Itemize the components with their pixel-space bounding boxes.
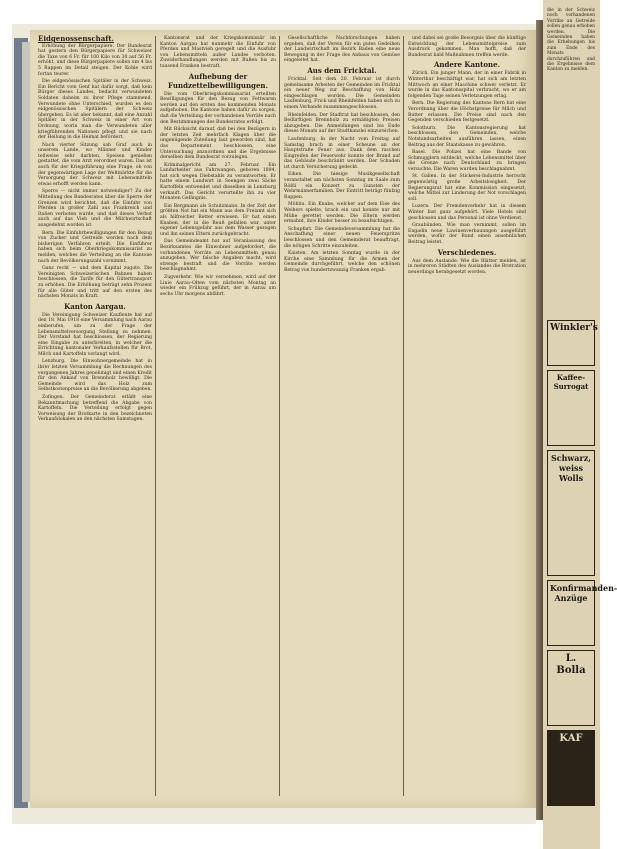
paragraph: Erhöhung der Bürgerpapiere. Der Bundesrat hat gestern den Bürgerpapiere für Schweizer die Taxe von 6 Fr. für 100 Kilo von 30 auf 56 Fr. erhöht, und diese Bürgerpapiere sollen um 4 bis 5 Rappen im Detail steigen. Der Kohle wird fortan teurer. xyxy=(38,43,152,77)
paragraph: Gesellschaftliche Nachforschungen haben ergeben, daß der Verein für ein gutes Gedeihen der Landwirtschaft im Bezirk Baden eine neue Bewegung in der Frage des Anbaus von Gemüse eingeleitet hat. xyxy=(284,36,400,64)
heading-fricktal: Aus dem Fricktal. xyxy=(307,65,377,75)
paragraph: Ein Bergmann als Schutzmann. In der Zeit der größten Not hat ein Mann aus dem Freiamt sich als hilfreicher Retter erwiesen. Er hat einen Knaben, der in die Reuß gefallen war, unter eigener Lebensgefahr aus dem Wasser gezogen und ihn seinen Eltern zurückgebracht. xyxy=(160,203,276,237)
heading-eidgenossenschaft: Eidgenossenschaft. xyxy=(38,34,114,43)
paragraph: Rheinfelden. Der Stadtrat hat beschlossen, den Bedürftigen Brennholz zu ermäßigten Preisen abzugeben. Die Anmeldungen sind bis Ende dieses Monats auf der Stadtkanzlei einzureichen. xyxy=(284,112,400,135)
column-rule xyxy=(155,36,156,796)
paragraph: Lenzburg. Die Einwohnergemeinde hat in ihrer letzten Versammlung die Rechnungen des vergangenen Jahres genehmigt und einen Kredit für den Ankauf von Brennholz bewilligt. Die Gemeinde wird das Holz zum Selbstkostenpreise an die Bevölkerung abgeben. xyxy=(38,359,152,393)
paragraph: Kaisten. Am letzten Sonntag wurde in der Kirche eine Sammlung für die Armen der Gemeinde durchgeführt, welche den schönen Betrag von hundertzwanzig Franken ergab. xyxy=(284,251,400,273)
paragraph: Die Vereinigung Schweizer Kaufleute hat auf den 18. Mai 1918 eine Versammlung nach Aarau einberufen, um zu der Frage der Lebensmittelversorgung Stellung zu nehmen. Der Vorstand hat beschlossen, der Regierung eine Eingabe zu unterbreiten, in welcher die Errichtung kantonaler Verkaufsstellen für Brot, Milch und Kartoffeln verlangt wird. xyxy=(38,312,152,357)
paragraph: Sperre — nicht immer notwendiger? Zu der Mitteilung des Bundesrates über die Sperre der Grenzen wird berichtet, daß die Einfuhr von Pferden in großer Zahl aus Frankreich und Italien verboten wurde, und daß dieses Verbot auch auf das Vieh und die Milchwirtschaft ausgedehnt worden ist. xyxy=(38,189,152,228)
advertisement: Schwarz, weiss Wolls xyxy=(547,450,595,576)
paragraph: Zofingen. Der Gemeinderat erläßt eine Bekanntmachung betreffend die Abgabe von Kartoffeln. Die Verteilung erfolgt gegen Vorweisung der Brotkarte in den bezeichneten Verkaufslokalen an den nächsten Samstagen. xyxy=(38,395,152,423)
paragraph: Möhlin. Ein Knabe, welcher auf dem Eise des Weihers spielte, brach ein und konnte nur mit Mühe gerettet werden. Die Eltern werden ermahnt, ihre Kinder besser zu beaufsichtigen. xyxy=(284,202,400,225)
paragraph: Bern. Die Regierung des Kantons Bern hat eine Verordnung über die Höchstpreise für Milch und Butter erlassen. Die Preise sind nach den Gegenden verschieden festgesetzt. xyxy=(408,101,526,124)
advertisement: L. Bolla xyxy=(547,650,595,726)
paragraph: Nach vierter Sitzung sah Graf auch in unserem Lande, wo Männer und Kinder teilweise sehr darbten, Speisen genießen gestattet, die vom Arzt verordnet waren. Das ist auch für der Kriegsführung eine Frage, ob von der gegenwärtigen Lage der Weltmärkte für die Versorgung der Schweiz mit Lebensmitteln etwas erhofft werden kann. xyxy=(38,142,152,187)
paragraph: Schupfart. Die Gemeindeversammlung hat die Anschaffung einer neuen Feuerspritze beschlossen und den Gemeinderat beauftragt, die nötigen Schritte einzuleiten. xyxy=(284,226,400,249)
paragraph: Basel. Die Polizei hat eine Bande von Schmugglern entdeckt, welche Lebensmittel über die Grenze nach Deutschland zu bringen versuchte. Die Waren wurden beschlagnahmt. xyxy=(408,150,526,172)
page-edges xyxy=(22,42,30,802)
paragraph: St. Gallen. In der Stickerei-Industrie herrscht gegenwärtig große Arbeitslosigkeit. Der Regierungsrat hat eine Kommission eingesetzt, welche Mittel zur Linderung der Not vorschlagen soll. xyxy=(408,174,526,202)
column-2 xyxy=(160,36,276,796)
paragraph: Kantonsrat und der Kriegskommissär im Kanton Aargau hat nunmehr die Einfuhr von Pferden und Mastvieh geregelt und die Ausfuhr von Lebensmitteln außer Landes verboten. Zuwiderhandlungen werden mit Bußen bis zu tausend Franken bestraft. xyxy=(160,36,276,69)
paragraph: Graubünden. Wie man vernimmt, sollen im Engadin neue Lawinenverbauungen ausgeführt werden, wofür der Bund einen ansehnlichen Beitrag leistet. xyxy=(408,223,526,245)
paragraph: Zugverkehr. Wie wir vernehmen, wird auf der Linie Aarau–Olten vom nächsten Montag an wieder ein Frühzug geführt, der in Aarau um sechs Uhr morgens abfährt. xyxy=(160,274,276,297)
column-rule xyxy=(279,36,280,796)
paragraph: Ganz recht — und dem Kapital zugute. Die Vereinigten Schweizerischen Bahnen haben beschlossen, die Tarife für den Gütertransport zu erhöhen. Die Erhöhung beträgt zehn Prozent für alle Güter und tritt auf den ersten des nächsten Monats in Kraft. xyxy=(38,266,152,300)
paragraph: Aus dem Auslande. Wie die Blätter melden, ist in mehreren Städten des Auslandes die Brotration neuerdings herabgesetzt worden. xyxy=(408,258,526,275)
paragraph: Eiken. Die hiesige Musikgesellschaft veranstaltet am nächsten Sonntag im Saale zum Rößli ein Konzert zu Gunsten der Wehrmännerfamilien. Der Eintritt beträgt fünfzig Rappen. xyxy=(284,172,400,200)
column-rule xyxy=(403,36,404,796)
paragraph: Fricktal. Seit dem 20. Februar ist durch gemeinsame Arbeiten der Gemeinden im Fricktal ein neuer Weg zur Beschaffung von Holz eingeschlagen worden. Die Gemeinden Laufenburg, Frick und Rheinfelden haben sich zu einem Verbande zusammengeschlossen. xyxy=(284,76,400,110)
advertisement: Winkler's xyxy=(547,320,595,366)
paragraph: Die eidgenössischen Spitäler in der Schweiz. Ein Bericht vom Genf hat dafür sorgt, daß kein Bürger dieses Landes, bedacht verwundeten Soldaten daheim zu ihrer Pflege stammend, Verwundete ohne Unterschied, wurden es den eidgenössischen Spitälern der Schweiz übergeben. Es ist aber bekannt, daß eine Anzahl Spitäler in der Schweiz in einer Art von Ordnung, worin man die Verwundeten aller kriegführenden Nationen pflegt und sie nach der Heilung in die Heimat befördert. xyxy=(38,79,152,141)
paragraph: und dabei sei große Besorgnis über die künftige Entwicklung der Lebensmittelpreise zum Ausdruck gekommen. Man hofft, daß der Bundesrat bald Maßnahmen treffen werde. xyxy=(408,36,526,58)
paragraph: Das Gemeindeamt hat auf Veranlassung des Bezirksamtes die Einwohner aufgefordert, die vorhandenen Vorräte an Lebensmitteln genau anzugeben. Wer falsche Angaben macht, wird strenge bestraft und die Vorräte werden beschlagnahmt. xyxy=(160,239,276,273)
heading-verschiedenes: Verschiedenes. xyxy=(437,247,497,257)
paragraph: Solothurn. Die Kantonsregierung hat beschlossen, den Gemeinden, welche Notstandsarbeiten ausführen lassen, einen Beitrag aus der Staatskasse zu gewähren. xyxy=(408,125,526,148)
advertisement: KAF xyxy=(547,730,595,806)
advertisement-column xyxy=(547,320,617,840)
paragraph: Luzern. Der Fremdenverkehr hat in diesem Winter fast ganz aufgehört. Viele Hotels sind geschlossen und das Personal ist ohne Verdienst. xyxy=(408,204,526,221)
column-4 xyxy=(408,36,526,796)
newspaper-page xyxy=(30,30,538,808)
advertisement: Kaffee-Surrogat xyxy=(547,370,595,446)
column-3 xyxy=(284,36,400,796)
paragraph: Zürich. Ein junger Mann, der in einer Fabrik in Winterthur beschäftigt war, hat sich am letzten Mittwoch an einer Maschine schwer verletzt. Er wurde in das Kantonsspital verbracht, wo er am folgenden Tage seinen Verletzungen erlag. xyxy=(408,71,526,99)
heading-kanton-aargau: Kanton Aargau. xyxy=(64,301,126,311)
heading-fundzettel: Aufhebung der Fundzettelbewilligungen. xyxy=(168,71,268,90)
paragraph: Kriminalgericht am 27. Februar. Ein Landarbeiter aus Fahrwangen, geboren 1894, hat sich wegen Diebstahls zu verantworten. Er hatte einem Landwirt in Seengen zwei Säcke Kartoffeln entwendet und dieselben in Lenzburg verkauft. Das Gericht verurteilte ihn zu vier Monaten Gefängnis. xyxy=(160,162,276,202)
paragraph: Bern. Die Einfuhrbewilligungen für den Bezug von Zucker und Getreide werden nach dem bisherigen Verfahren erteilt. Die Einführer haben sich beim Oberkriegskommissariat zu melden, welches die Verteilung an die Kantone nach der Bevölkerungszahl vornimmt. xyxy=(38,230,152,264)
paragraph: Mit Rücksicht darauf, daß bei den Bezügern in der letzten Zeit mehrfach Klagen über die ungenügende Zuteilung laut geworden sind, hat das Departement beschlossen, eine Untersuchung anzuordnen und die Ergebnisse derselben dem Bundesrat vorzulegen. xyxy=(160,127,276,161)
paragraph: Laufenburg. In der Nacht vom Freitag auf Samstag brach in einer Scheune an der Hauptstraße Feuer aus. Dank dem raschen Eingreifen der Feuerwehr konnte der Brand auf das Gebäude beschränkt werden. Der Schaden ist durch Versicherung gedeckt. xyxy=(284,136,400,170)
paragraph: Die vom Oberkriegskommissariat erteilten Bewilligungen für den Bezug von Fettwaren werden auf den ersten des kommenden Monats aufgehoben. Die Kantone haben dafür zu sorgen, daß die Verteilung der vorhandenen Vorräte nach den Bestimmungen des Bundesrates erfolgt. xyxy=(160,91,276,125)
heading-andere-kantone: Andere Kantone. xyxy=(433,60,501,70)
advertisement: Konfirmanden-Anzüge xyxy=(547,580,595,646)
column-1 xyxy=(38,36,152,796)
facing-page xyxy=(543,0,617,849)
facing-page-text: die in der Schweiz noch vorhandenen Vorräte an Getreide sollen genau erhoben werden. Die Gemeinden haben die Erhebungen bis zum Ende des Monats durchzuführen und die Ergebnisse dem Kanton zu melden. xyxy=(547,8,596,73)
